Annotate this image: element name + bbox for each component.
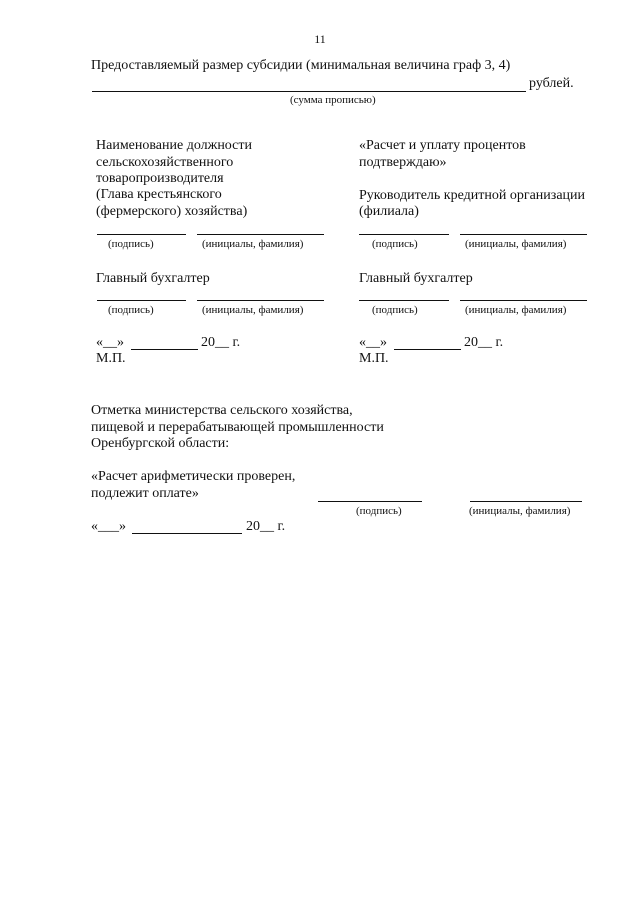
ministry-line-3: Оренбургской области: <box>91 436 230 451</box>
check-line-2: подлежит оплате» <box>91 486 199 501</box>
ministry-line-1: Отметка министерства сельского хозяйства, <box>91 403 353 418</box>
right-accountant-signature-line <box>359 300 449 301</box>
right-accountant-name-line <box>460 300 587 301</box>
left-accountant-label: Главный бухгалтер <box>96 271 210 286</box>
right-date-month-line <box>394 349 461 350</box>
left-accountant-signature-caption: (подпись) <box>108 304 154 316</box>
left-signature-line <box>97 234 186 235</box>
right-confirm-line-1: «Расчет и уплату процентов <box>359 138 526 153</box>
left-position-line-2: сельскохозяйственного <box>96 155 234 170</box>
amount-line <box>92 91 526 92</box>
right-position-line-2: (филиала) <box>359 204 419 219</box>
left-accountant-name-line <box>197 300 324 301</box>
left-stamp: М.П. <box>96 351 126 366</box>
left-accountant-signature-line <box>97 300 186 301</box>
right-name-line <box>460 234 587 235</box>
right-accountant-label: Главный бухгалтер <box>359 271 473 286</box>
ministry-name-caption: (инициалы, фамилия) <box>469 505 571 517</box>
ministry-signature-line <box>318 501 422 502</box>
right-date-day: «__» <box>359 335 387 350</box>
ministry-date-day: «___» <box>91 519 126 534</box>
ministry-date-month-line <box>132 533 242 534</box>
check-line-1: «Расчет арифметически проверен, <box>91 469 296 484</box>
page-number: 11 <box>314 32 326 46</box>
right-name-caption: (инициалы, фамилия) <box>465 238 567 250</box>
left-accountant-name-caption: (инициалы, фамилия) <box>202 304 304 316</box>
right-signature-line <box>359 234 449 235</box>
right-accountant-signature-caption: (подпись) <box>372 304 418 316</box>
ministry-signature-caption: (подпись) <box>356 505 402 517</box>
currency-label: рублей. <box>529 76 574 91</box>
left-signature-caption: (подпись) <box>108 238 154 250</box>
left-name-caption: (инициалы, фамилия) <box>202 238 304 250</box>
left-name-line <box>197 234 324 235</box>
left-date-day: «__» <box>96 335 124 350</box>
ministry-line-2: пищевой и перерабатывающей промышленности <box>91 420 384 435</box>
right-position-line-1: Руководитель кредитной организации <box>359 188 586 203</box>
right-date-year: 20__ г. <box>464 335 504 350</box>
left-position-line-5: (фермерского) хозяйства) <box>96 204 248 219</box>
left-position-line-4: (Глава крестьянского <box>96 187 222 202</box>
left-date-year: 20__ г. <box>201 335 241 350</box>
right-stamp: М.П. <box>359 351 389 366</box>
right-accountant-name-caption: (инициалы, фамилия) <box>465 304 567 316</box>
subsidy-title: Предоставляемый размер субсидии (минимальная величина граф 3, 4) <box>91 58 511 73</box>
left-position-line-3: товаропроизводителя <box>96 171 224 186</box>
right-signature-caption: (подпись) <box>372 238 418 250</box>
ministry-name-line <box>470 501 582 502</box>
ministry-date-year: 20__ г. <box>246 519 286 534</box>
right-confirm-line-2: подтверждаю» <box>359 155 447 170</box>
left-position-line-1: Наименование должности <box>96 138 252 153</box>
amount-caption: (сумма прописью) <box>290 94 376 106</box>
left-date-month-line <box>131 349 198 350</box>
